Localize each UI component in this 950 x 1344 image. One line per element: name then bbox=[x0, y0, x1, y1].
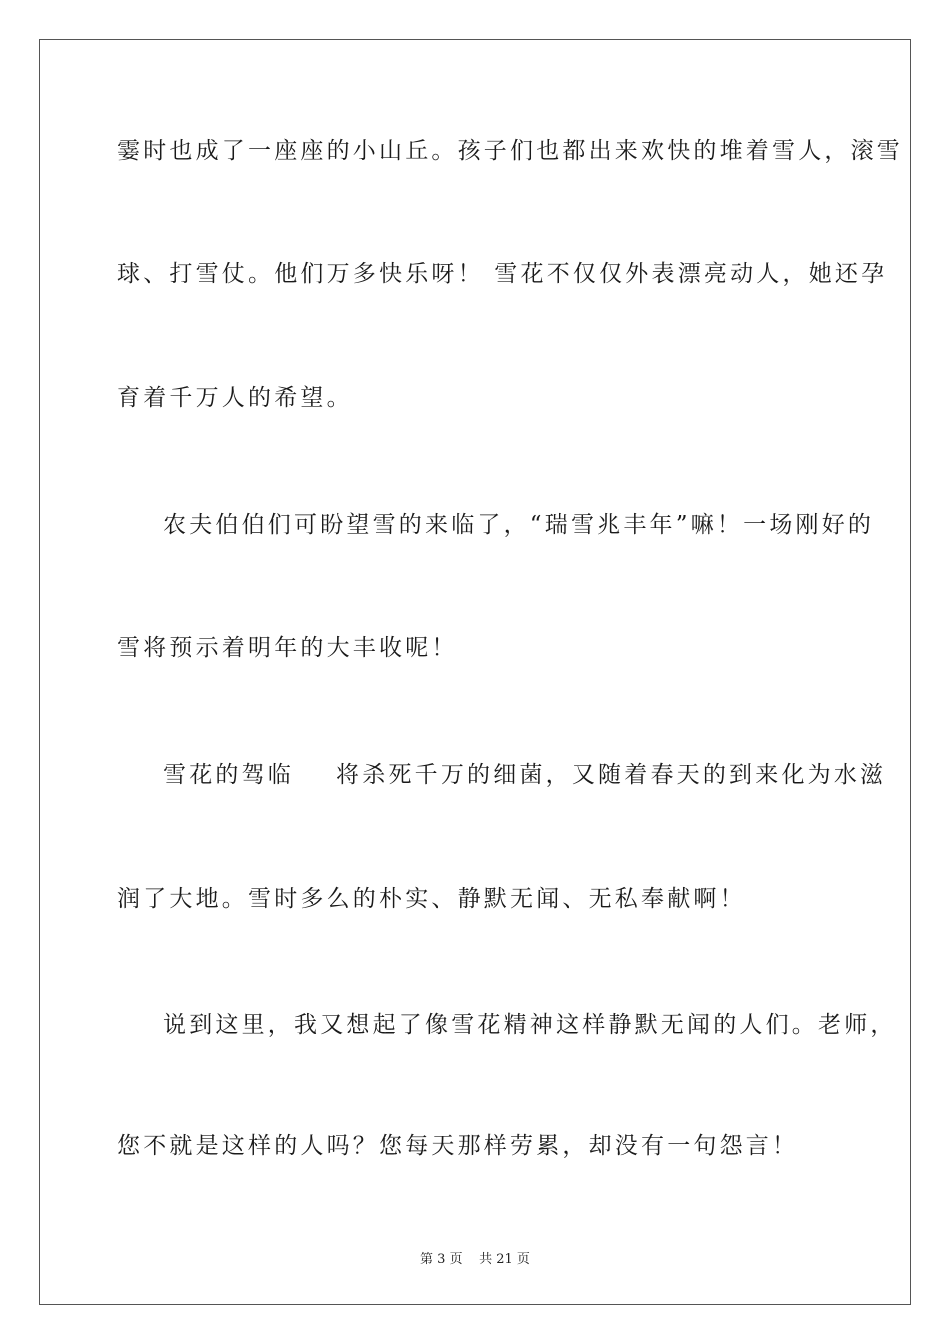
paragraph-line: 雪将预示着明年的大丰收呢！ bbox=[117, 635, 458, 661]
page-footer bbox=[0, 1248, 950, 1267]
paragraph-line: 说到这里，我又想起了像雪花精神这样静默无闻的人们。老师， bbox=[163, 1012, 897, 1038]
paragraph-line: 雪花的驾临 将杀死千万的细菌，又随着春天的到来化为水滋 bbox=[163, 762, 887, 788]
paragraph-line: 润了大地。雪时多么的朴实、静默无闻、无私奉献啊！ bbox=[117, 886, 746, 912]
paragraph-line: 农夫伯伯们可盼望雪的来临了，“瑞雪兆丰年”嘛！一场刚好的 bbox=[163, 512, 875, 538]
paragraph-line: 霎时也成了一座座的小山丘。孩子们也都出来欢快的堆着雪人，滚雪 bbox=[117, 138, 903, 164]
paragraph-line: 育着千万人的希望。 bbox=[117, 385, 353, 411]
page-number-current: 第 3 页 bbox=[420, 1252, 463, 1267]
paragraph-line: 您不就是这样的人吗？您每天那样劳累，却没有一句怨言！ bbox=[117, 1133, 799, 1159]
paragraph-line: 球、打雪仗。他们万多快乐呀！ 雪花不仅仅外表漂亮动人，她还孕 bbox=[117, 261, 888, 287]
page-border bbox=[39, 39, 911, 1305]
page-number-total: 共 21 页 bbox=[479, 1252, 530, 1267]
